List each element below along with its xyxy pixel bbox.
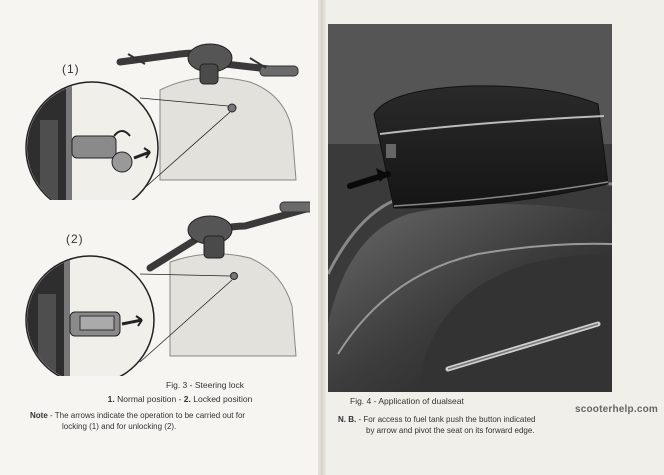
note-lead: Note <box>30 411 48 420</box>
position-1-number: 1. <box>107 394 115 404</box>
position-separator: - <box>178 394 182 404</box>
dualseat-photo-drawing <box>328 24 612 392</box>
steering-lock-illustration-2 <box>10 196 310 376</box>
lock-positions-caption <box>50 394 310 404</box>
note-line-1: - The arrows indicate the operation to be carried out for <box>50 411 246 420</box>
fig3-caption: Fig. 3 - Steering lock <box>166 380 244 390</box>
position-1-text: Normal position <box>117 394 177 404</box>
fig4-caption: Fig. 4 - Application of dualseat <box>350 396 464 406</box>
watermark-brand: scooterhelp.com <box>574 404 658 415</box>
figure-label-1: (1) <box>62 62 80 76</box>
lock-note <box>30 410 320 432</box>
dualseat-photo <box>328 24 612 392</box>
nb-line-2: by arrow and pivot the seat on its forward edge. <box>366 426 535 435</box>
nb-lead: N. B. <box>338 415 357 424</box>
position-2-number: 2. <box>183 394 191 404</box>
nb-line-1: - For access to fuel tank push the button indicated <box>358 415 536 424</box>
note-line-2: locking (1) and for unlocking (2). <box>62 422 177 431</box>
position-2-text: Locked position <box>193 394 253 404</box>
steering-lock-illustration-1 <box>10 20 310 200</box>
dualseat-note <box>338 414 618 436</box>
page-gutter <box>318 0 326 475</box>
figure-label-2: (2) <box>66 232 84 246</box>
